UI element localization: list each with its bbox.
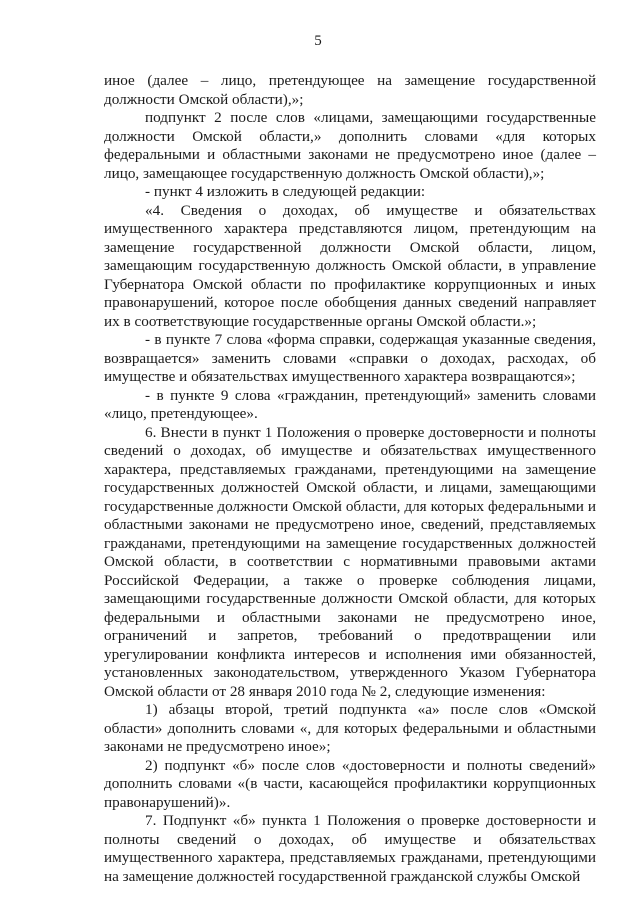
paragraph: 2) подпункт «б» после слов «достоверности и полноты сведений» дополнить словами «(в части, касающейся профилактики коррупционных правонарушений)». <box>104 756 596 811</box>
document-body <box>104 72 596 886</box>
paragraph: 6. Внести в пункт 1 Положения о проверке достоверности и полноты сведений о доходах, об имуществе и обязательствах имущественного характера, представляемых гражданами, претендующими на замещение государственных должностей Омской области, и лицами, замещающими государственные должности Омской области, для которых федеральными и областными законами не предусмотрено иное, сведений, представляемых гражданами, претендующими на замещение государственных должностей Омской области, в соответствии с нормативными правовыми актами Российской Федерации, а также о проверке соблюдения лицами, замещающими государственные должности Омской области, для которых федеральными и областными законами не предусмотрено иное, ограничений и запретов, требований о предотвращении или урегулировании конфликта интересов и исполнения ими обязанностей, установленных законодательством, утвержденного Указом Губернатора Омской области от 28 января 2010 года № 2, следующие изменения: <box>104 423 596 700</box>
page-number: 5 <box>314 33 322 49</box>
paragraph: - в пункте 7 слова «форма справки, содержащая указанные сведения, возвращается» заменить словами «справки о доходах, расходах, об имуществе и обязательствах имущественного характера возвращаются»; <box>104 331 596 385</box>
paragraph: 1) абзацы второй, третий подпункта «а» после слов «Омской области» дополнить словами «, для которых федеральными и областными законами не предусмотрено иное»; <box>104 701 596 755</box>
paragraph: - в пункте 9 слова «гражданин, претендующий» заменить словами «лицо, претендующее». <box>104 386 596 422</box>
paragraph: 7. Подпункт «б» пункта 1 Положения о проверке достоверности и полноты сведений о доходах, об имуществе и обязательствах имущественного характера, представляемых гражданами, претендующими на замещение должностей государственной гражданской службы Омской <box>104 812 596 885</box>
paragraph: - пункт 4 изложить в следующей редакции: <box>145 183 426 200</box>
paragraph: подпункт 2 после слов «лицами, замещающими государственные должности Омской области,» дополнить словами «для которых федеральными и областными законами не предусмотрено иное (далее – лицо, замещающее государственную должность Омской области),»; <box>104 109 596 182</box>
paragraph: иное (далее – лицо, претендующее на замещение государственной должности Омской области),»; <box>104 72 596 108</box>
paragraph: «4. Сведения о доходах, об имуществе и обязательствах имущественного характера представляются лицом, претендующим на замещение государственной должности Омской области, лицом, замещающим государственную должность Омской области, в управление Губернатора Омской области по профилактике коррупционных и иных правонарушений, которое после обобщения данных сведений направляет их в соответствующие государственные органы Омской области.»; <box>104 201 596 330</box>
